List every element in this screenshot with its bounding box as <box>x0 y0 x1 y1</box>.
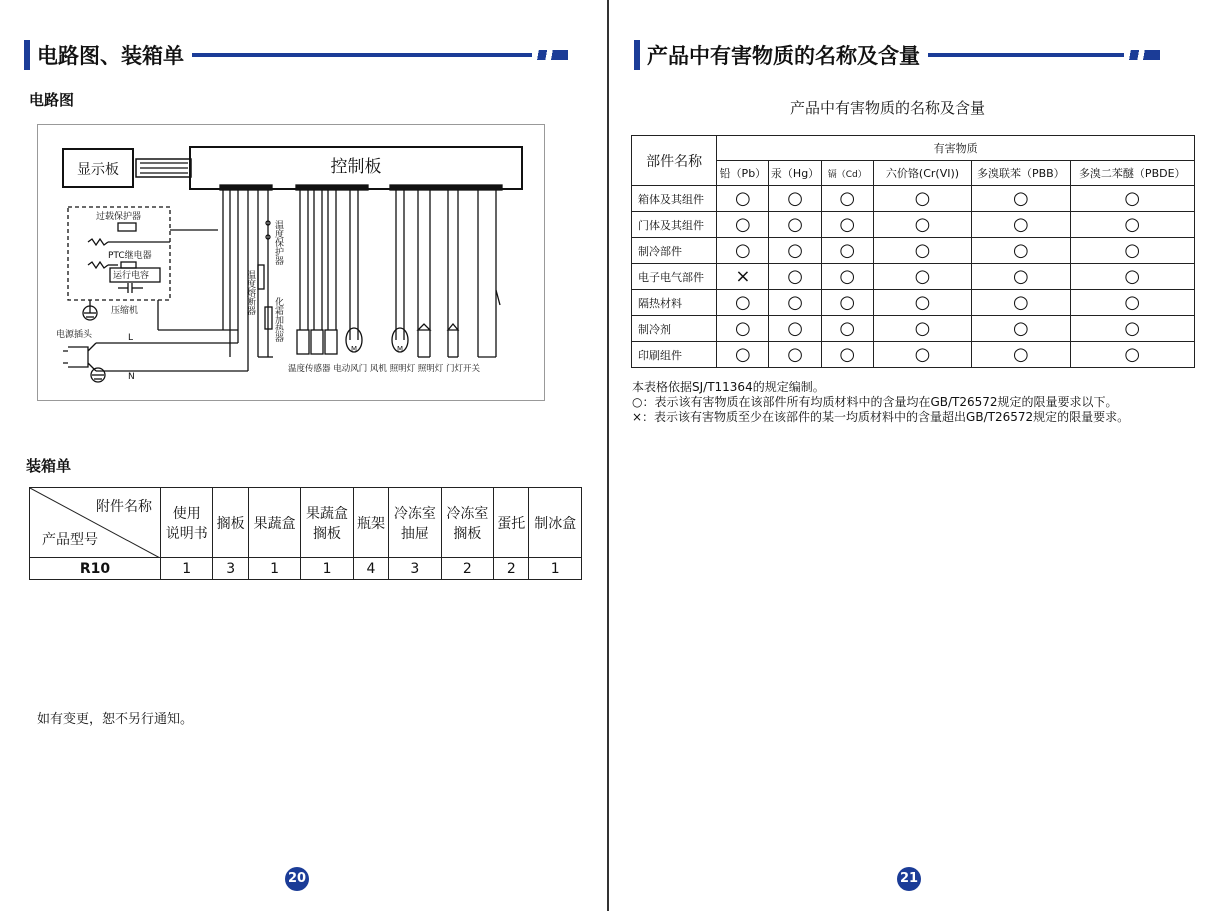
header-crisper-shelf: 果蔬盒 搁板 <box>301 488 353 558</box>
title-rule <box>928 53 1158 57</box>
qty-cell: 4 <box>353 558 388 580</box>
ptc-label: PTC继电器 <box>108 251 152 261</box>
header-freezer-shelf: 冷冻室 搁板 <box>441 488 493 558</box>
table-row <box>632 186 1195 212</box>
substance-group-header: 有害物质 <box>717 136 1195 161</box>
header-ice-tray: 制冰盒 <box>529 488 582 558</box>
mark-cell: ○ <box>873 238 971 264</box>
table-row <box>632 290 1195 316</box>
mark-cell: ○ <box>873 212 971 238</box>
mark-cell: ○ <box>769 212 821 238</box>
section-title: 产品中有害物质的名称及含量 <box>647 44 920 68</box>
note-line: 本表格依据SJ/T11364的规定编制。 <box>632 380 825 394</box>
note-line: ×：表示该有害物质至少在该部件的某一均质材料中的含量超出GB/T26572规定的限量要求。 <box>632 410 1130 424</box>
mark-cell: ○ <box>769 238 821 264</box>
header-crisper: 果蔬盒 <box>248 488 300 558</box>
mark-cell: ○ <box>1070 238 1195 264</box>
circuit-diagram <box>37 124 545 401</box>
table-title: 产品中有害物质的名称及含量 <box>790 99 986 117</box>
title-accent-bar <box>634 40 640 70</box>
substance-header: 六价铬(Cr(VI)) <box>873 161 971 186</box>
mark-cell: ○ <box>1070 290 1195 316</box>
mark-cell: ○ <box>972 342 1070 368</box>
qty-cell: 2 <box>494 558 529 580</box>
packing-list-label: 装箱单 <box>26 457 72 475</box>
section-header-hazardous <box>634 40 1158 70</box>
corner-header <box>30 488 161 558</box>
substance-header: 汞（Hg） <box>769 161 821 186</box>
mark-cell: ○ <box>972 290 1070 316</box>
mark-cell: ○ <box>717 238 769 264</box>
substance-header: 多溴二苯醚（PBDE） <box>1070 161 1195 186</box>
line-N-label: N <box>128 372 135 382</box>
page-number: 20 <box>285 867 309 891</box>
change-notice: 如有变更，恕不另行通知。 <box>37 712 194 727</box>
section-title: 电路图、装箱单 <box>37 44 184 68</box>
left-page <box>0 0 606 911</box>
header-bottle-rack: 瓶架 <box>353 488 388 558</box>
mark-cell: ○ <box>717 342 769 368</box>
mark-cell: ○ <box>769 342 821 368</box>
part-name-header: 部件名称 <box>632 136 717 186</box>
mark-cell: ○ <box>972 212 1070 238</box>
accessory-name-header: 附件名称 <box>96 499 152 515</box>
circuit-label: 电路图 <box>29 91 75 109</box>
mark-cell: ○ <box>972 264 1070 290</box>
mark-cell: ○ <box>873 342 971 368</box>
part-name-cell: 门体及其组件 <box>632 212 717 238</box>
header-freezer-drawer: 冷冻室 抽屉 <box>389 488 441 558</box>
substance-header: 镉（Cd） <box>821 161 873 186</box>
mark-cell: ○ <box>821 238 873 264</box>
control-board-label: 控制板 <box>330 157 382 177</box>
overload-label: 过载保护器 <box>96 212 142 222</box>
mark-cell: × <box>717 264 769 290</box>
part-name-cell: 箱体及其组件 <box>632 186 717 212</box>
part-name-cell: 制冷剂 <box>632 316 717 342</box>
table-row <box>632 316 1195 342</box>
model-cell: R10 <box>30 558 161 580</box>
qty-cell: 3 <box>389 558 441 580</box>
mark-cell: ○ <box>717 212 769 238</box>
header-shelf: 搁板 <box>213 488 248 558</box>
mark-cell: ○ <box>717 186 769 212</box>
mark-cell: ○ <box>1070 264 1195 290</box>
mark-cell: ○ <box>1070 342 1195 368</box>
table-row <box>632 238 1195 264</box>
qty-cell: 1 <box>161 558 213 580</box>
section-header-circuit <box>24 40 566 70</box>
table-notes <box>632 380 1129 425</box>
qty-cell: 1 <box>529 558 582 580</box>
table-row <box>632 264 1195 290</box>
component-labels: 温度传感器 电动风门 风机 照明灯 照明灯 门灯开关 <box>288 364 481 374</box>
page-divider <box>607 0 609 911</box>
header-egg-tray: 蛋托 <box>494 488 529 558</box>
part-name-cell: 制冷部件 <box>632 238 717 264</box>
mark-cell: ○ <box>1070 212 1195 238</box>
mark-cell: ○ <box>769 186 821 212</box>
right-page <box>610 0 1216 911</box>
note-line: ○：表示该有害物质在该部件所有均质材料中的含量均在GB/T26572规定的限量要求以下。 <box>632 395 1118 409</box>
mark-cell: ○ <box>769 290 821 316</box>
mark-cell: ○ <box>873 186 971 212</box>
substance-header: 多溴联苯（PBB） <box>972 161 1070 186</box>
mark-cell: ○ <box>821 316 873 342</box>
substance-header: 铅（Pb） <box>717 161 769 186</box>
mark-cell: ○ <box>873 290 971 316</box>
part-name-cell: 印刷组件 <box>632 342 717 368</box>
mark-cell: ○ <box>821 290 873 316</box>
mark-cell: ○ <box>972 238 1070 264</box>
compressor-label: 压缩机 <box>111 306 139 316</box>
mark-cell: ○ <box>769 264 821 290</box>
mark-cell: ○ <box>873 264 971 290</box>
defrost-heater-label: 化霜加热器 <box>273 297 283 342</box>
qty-cell: 2 <box>441 558 493 580</box>
part-name-cell: 隔热材料 <box>632 290 717 316</box>
header-manual: 使用 说明书 <box>161 488 213 558</box>
title-rule <box>192 53 566 57</box>
display-board-label: 显示板 <box>77 162 119 178</box>
qty-cell: 1 <box>301 558 353 580</box>
mark-cell: ○ <box>769 316 821 342</box>
title-accent-bar <box>24 40 30 70</box>
mark-cell: ○ <box>972 316 1070 342</box>
table-row <box>632 212 1195 238</box>
mark-cell: ○ <box>821 264 873 290</box>
mark-cell: ○ <box>1070 316 1195 342</box>
mark-cell: ○ <box>821 186 873 212</box>
part-name-cell: 电子电气部件 <box>632 264 717 290</box>
temp-protector-label: 温度保护器 <box>273 220 283 265</box>
mark-cell: ○ <box>972 186 1070 212</box>
damper-motor-label: M <box>350 345 358 353</box>
qty-cell: 1 <box>248 558 300 580</box>
mark-cell: ○ <box>717 316 769 342</box>
mark-cell: ○ <box>821 342 873 368</box>
fan-motor-label: M <box>396 345 404 353</box>
mark-cell: ○ <box>821 212 873 238</box>
page-number: 21 <box>897 867 921 891</box>
run-cap-label: 运行电容 <box>113 271 150 281</box>
qty-cell: 3 <box>213 558 248 580</box>
table-row <box>632 342 1195 368</box>
mark-cell: ○ <box>873 316 971 342</box>
mark-cell: ○ <box>717 290 769 316</box>
mark-cell: ○ <box>1070 186 1195 212</box>
model-header: 产品型号 <box>42 532 98 548</box>
hazardous-substance-table <box>631 135 1195 368</box>
packing-table <box>29 487 582 580</box>
temp-fuse-label: 温度熔断器 <box>245 270 255 315</box>
plug-label: 电源插头 <box>56 330 93 340</box>
line-L-label: L <box>128 333 134 343</box>
